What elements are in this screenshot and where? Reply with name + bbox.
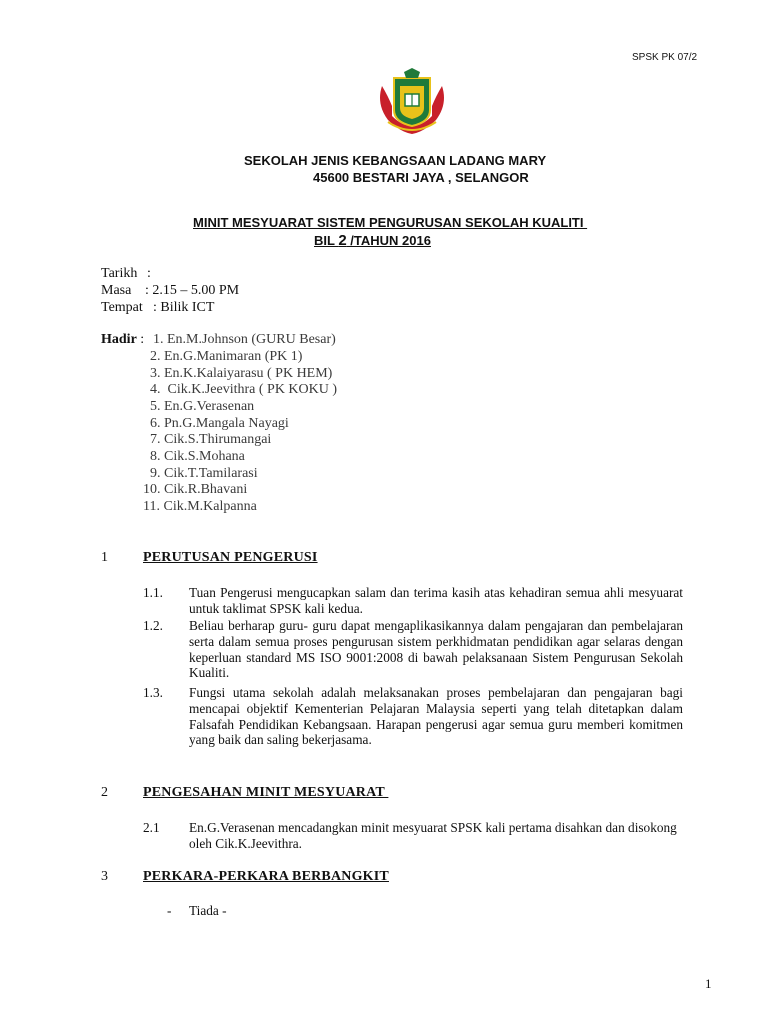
item-text: Fungsi utama sekolah adalah melaksanakan proses pembelajaran dan pengajaran bagi mencapai objektif Kementerian Pelajaran Malaysia seperti yang telah ditetapkan dalam Falsafah Pendidikan Kebangsaan. Harapan pengerusi agar semua guru memberi komitmen yang baik dan saling bekerjasama. xyxy=(189,685,683,748)
meta-tarikh-row xyxy=(101,266,151,282)
item-text: Tuan Pengerusi mengucapkan salam dan terima kasih atas kehadiran semua ahli mesyuarat untuk taklimat SPSK kali kedua. xyxy=(189,585,683,616)
tempat-value: : Bilik ICT xyxy=(153,300,215,315)
minutes-bil xyxy=(314,232,431,249)
masa-label: Masa xyxy=(101,283,132,298)
page-number: 1 xyxy=(705,976,712,991)
attendance-member: 10. Cik.R.Bhavani xyxy=(143,482,248,497)
tempat-label: Tempat xyxy=(101,300,143,315)
attendance-member: 9. Cik.T.Tamilarasi xyxy=(150,466,258,481)
school-name: SEKOLAH JENIS KEBANGSAAN LADANG MARY xyxy=(244,153,547,168)
item-number: 1.2. xyxy=(143,618,163,633)
bil-suffix: /TAHUN 2016 xyxy=(346,233,431,248)
item-number: 1.3. xyxy=(143,685,163,700)
section-title: PERUTUSAN PENGERUSI xyxy=(143,550,318,565)
school-crest-logo xyxy=(374,66,450,136)
attendance-member: 11. Cik.M.Kalpanna xyxy=(143,499,257,514)
meta-tempat-row xyxy=(101,300,214,316)
attendance-member: 8. Cik.S.Mohana xyxy=(150,449,245,464)
masa-value: : 2.15 – 5.00 PM xyxy=(145,283,240,298)
attendance-member: 6. Pn.G.Mangala Nayagi xyxy=(150,416,289,431)
attendance-member: 5. En.G.Verasenan xyxy=(150,399,255,414)
attendance-member: 7. Cik.S.Thirumangai xyxy=(150,432,272,447)
section-number: 3 xyxy=(101,869,108,884)
item-number: 2.1 xyxy=(143,820,160,835)
item-bullet: - xyxy=(167,903,172,918)
school-address: 45600 BESTARI JAYA , SELANGOR xyxy=(313,170,529,185)
item-text: En.G.Verasenan mencadangkan minit mesyuarat SPSK kali pertama disahkan dan disokong oleh Cik.K.Jeevithra. xyxy=(189,820,677,851)
item-text: Tiada - xyxy=(189,903,227,918)
item-text: Beliau berharap guru- guru dapat mengaplikasikannya dalam pengajaran dan pembelajaran serta dalam semua proses pengurusan sistem perkhidmatan pendidikan agar selaras dengan keperluan standard MS ISO 9001:2008 di bawah pelaksanaan Sistem Pengurusan Sekolah Kualiti. xyxy=(189,618,683,681)
attendance-member: 2. En.G.Manimaran (PK 1) xyxy=(150,349,303,364)
item-number: 1.1. xyxy=(143,585,163,600)
tarikh-value: : xyxy=(147,266,151,281)
meta-masa-row xyxy=(101,283,239,299)
minutes-title xyxy=(193,215,587,230)
bil-number: 2 xyxy=(338,232,347,249)
attendance-member: 4. Cik.K.Jeevithra ( PK KOKU ) xyxy=(150,382,338,397)
section-number: 2 xyxy=(101,785,108,800)
bil-prefix: BIL xyxy=(314,233,339,248)
hadir-colon: : xyxy=(136,332,148,347)
hadir-label-text: Hadir xyxy=(101,332,137,347)
attendance-member: 3. En.K.Kalaiyarasu ( PK HEM) xyxy=(150,366,333,381)
section-title: PENGESAHAN MINIT MESYUARAT xyxy=(143,785,389,800)
document-code: SPSK PK 07/2 xyxy=(632,52,698,63)
section-title: PERKARA-PERKARA BERBANGKIT xyxy=(143,869,389,884)
minutes-title-text: MINIT MESYUARAT SISTEM PENGURUSAN SEKOLAH KUALITI xyxy=(193,215,588,230)
attendance-label xyxy=(101,332,148,348)
tarikh-label: Tarikh xyxy=(101,266,138,281)
section-number: 1 xyxy=(101,550,108,565)
attendance-member: 1. En.M.Johnson (GURU Besar) xyxy=(153,332,336,347)
